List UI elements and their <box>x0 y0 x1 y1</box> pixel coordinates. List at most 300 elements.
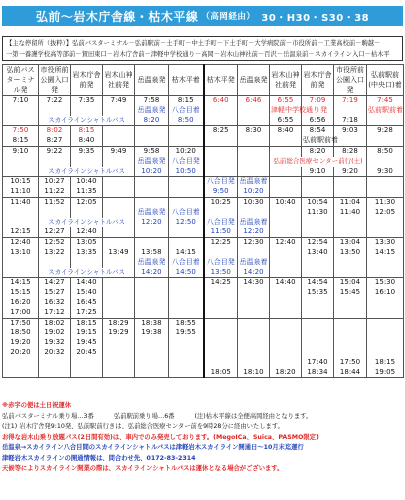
up-time-cell <box>270 177 302 187</box>
up-time-cell <box>270 218 302 228</box>
down-time-cell: 13:22 <box>39 248 71 258</box>
down-time-cell: 10:27 <box>39 177 71 187</box>
up-time-cell: 18:20 <box>270 368 302 378</box>
stops-line-2: 一第一養護学校高等部前－賀田東口－岩木庁舎前－津軽中学校通り－高岡－岩木山神社前－百沢－岳温泉前－スカイライン入口－枯木平 <box>6 51 390 58</box>
down-time-cell <box>135 126 169 136</box>
up-time-cell <box>204 348 238 358</box>
down-time-cell: 9:22 <box>39 146 71 156</box>
down-time-cell: 9:49 <box>103 146 135 156</box>
up-time-cell <box>367 136 404 146</box>
down-time-cell <box>103 197 135 207</box>
down-time-cell: 17:12 <box>39 308 71 318</box>
up-time-cell <box>334 308 367 318</box>
header-up-1: 岳温泉発 <box>238 65 270 96</box>
down-time-cell: 19:45 <box>71 338 103 348</box>
up-time-cell <box>270 328 302 338</box>
up-time-cell <box>367 338 404 348</box>
down-time-cell: 9:35 <box>71 146 103 156</box>
up-time-cell <box>367 348 404 358</box>
down-time-cell <box>169 308 204 318</box>
table-row <box>3 238 404 248</box>
down-time-cell <box>169 126 204 136</box>
down-time-cell: 8:15 <box>71 126 103 136</box>
up-time-cell <box>270 308 302 318</box>
down-time-cell <box>103 258 135 268</box>
down-time-cell <box>135 298 169 308</box>
down-time-cell: 13:35 <box>71 248 103 258</box>
up-time-cell: 12:20 <box>238 227 270 237</box>
down-time-cell: 7:10 <box>3 96 39 106</box>
up-time-cell: 9:28 <box>367 126 404 136</box>
up-time-cell: 8:30 <box>238 126 270 136</box>
up-time-cell: 岳温泉着 <box>239 177 268 186</box>
up-time-cell: 12:30 <box>238 238 270 248</box>
header-up-5: 弘前駅前(中央口)着 <box>367 65 404 96</box>
down-time-cell: 8:20 <box>135 116 169 126</box>
header-down-2: 岩木庁舎前発 <box>71 65 103 96</box>
table-row <box>3 368 404 378</box>
down-time-cell: 13:58 <box>135 248 169 258</box>
up-time-cell: 弘前駅前着 <box>368 105 403 114</box>
up-time-cell <box>238 288 270 298</box>
boarding-station: 弘前駅前乗り場…6番 <box>113 412 175 420</box>
down-time-cell: 11:52 <box>39 197 71 207</box>
up-time-cell: 10:30 <box>238 197 270 207</box>
up-time-cell: 6:55 <box>270 96 302 106</box>
up-time-cell <box>270 258 302 268</box>
up-time-cell: 12:40 <box>270 238 302 248</box>
down-time-cell: 11:40 <box>3 197 39 207</box>
down-time-cell: 7:49 <box>103 96 135 106</box>
timetable <box>2 64 404 378</box>
down-time-cell: 8:40 <box>71 136 103 146</box>
table-row <box>3 328 404 338</box>
stops-line-1: 【主な停留所（抜粋）】弘前バスターミナル－弘前駅前－土手町－中土手町－下土手町－大学病院前－市役所前－工業高校前－駒越－ <box>6 40 381 47</box>
up-time-cell <box>204 146 238 156</box>
up-time-cell: 18:34 <box>302 368 334 378</box>
up-time-cell: 15:04 <box>334 278 367 288</box>
table-row <box>3 157 404 167</box>
down-time-cell: 八合目着 <box>169 106 204 116</box>
up-time-cell <box>367 177 404 187</box>
up-time-cell: 14:40 <box>270 278 302 288</box>
up-time-cell <box>334 268 367 278</box>
up-time-cell: 7:18 <box>334 116 367 126</box>
up-time-cell <box>204 358 238 368</box>
up-time-cell <box>302 298 334 308</box>
down-time-cell <box>135 238 169 248</box>
up-time-cell <box>367 298 404 308</box>
table-row <box>3 248 404 258</box>
down-time-cell: 16:32 <box>39 298 71 308</box>
table-row <box>3 177 404 187</box>
down-time-cell: 18:15 <box>71 318 103 328</box>
down-time-cell: 13:05 <box>71 238 103 248</box>
down-time-cell: 7:58 <box>135 96 169 106</box>
header-up-0: 枯木平発 <box>204 65 238 96</box>
up-time-cell <box>270 358 302 368</box>
table-row <box>3 96 404 106</box>
down-time-cell <box>71 157 103 167</box>
up-time-cell: 津軽中学校通り発 <box>271 105 327 114</box>
down-time-cell: 14:40 <box>71 278 103 288</box>
up-time-cell: 15:35 <box>302 288 334 298</box>
up-time-cell: 11:30 <box>302 208 334 218</box>
down-time-cell <box>103 238 135 248</box>
up-time-cell: 11:30 <box>367 197 404 207</box>
boarding-info <box>2 412 403 423</box>
up-time-cell <box>204 248 238 258</box>
up-time-cell: 16:10 <box>367 288 404 298</box>
up-time-cell: 八合目発 <box>204 258 238 268</box>
up-time-cell: 八合目発 <box>204 177 238 187</box>
up-time-cell <box>302 318 334 328</box>
boarding-terminal: 弘前バスターミナル乗り場…3番 <box>2 412 94 420</box>
up-time-cell <box>204 208 238 218</box>
up-time-cell <box>270 187 302 197</box>
down-time-cell <box>135 358 169 368</box>
down-time-cell <box>103 136 135 146</box>
up-time-cell <box>204 328 238 338</box>
up-time-cell <box>367 218 404 228</box>
up-time-cell <box>367 328 404 338</box>
table-row <box>3 308 404 318</box>
down-time-cell <box>169 177 204 187</box>
up-time-cell: 13:04 <box>334 238 367 248</box>
up-time-cell: 12:25 <box>204 238 238 248</box>
up-time-cell: 7:45 <box>367 96 404 106</box>
down-time-cell <box>135 338 169 348</box>
up-time-cell: 8:50 <box>367 146 404 156</box>
up-time-cell <box>238 328 270 338</box>
up-time-cell <box>238 167 270 177</box>
table-row <box>3 197 404 207</box>
down-time-cell <box>103 208 135 218</box>
down-time-cell: 19:55 <box>169 328 204 338</box>
down-time-cell: 10:15 <box>3 177 39 187</box>
up-time-cell: 18:15 <box>367 358 404 368</box>
up-time-cell <box>367 258 404 268</box>
timetable-header-row <box>3 65 404 96</box>
header-up-3: 岩木庁舎前発 <box>302 65 334 96</box>
up-time-cell <box>302 258 334 268</box>
down-time-cell: 19:02 <box>39 328 71 338</box>
up-time-cell <box>334 187 367 197</box>
down-time-cell: 14:27 <box>39 278 71 288</box>
down-time-cell <box>39 368 71 378</box>
down-time-cell <box>169 298 204 308</box>
down-time-cell: 10:20 <box>135 167 169 177</box>
red-service-note: ※赤字の便は土日祝運休 <box>2 402 72 409</box>
major-stops-box <box>2 36 403 61</box>
down-time-cell <box>169 136 204 146</box>
boarding-route-note: (注)枯木平線は全便高岡経由となります。 <box>194 412 313 420</box>
down-time-cell: 10:40 <box>71 177 103 187</box>
down-note-cell: スカイラインシャトルバス <box>39 116 135 126</box>
down-time-cell <box>103 348 135 358</box>
up-time-cell <box>238 308 270 318</box>
up-time-cell: 8:20 <box>302 146 334 156</box>
down-time-cell: 17:25 <box>71 308 103 318</box>
up-time-cell <box>367 318 404 328</box>
down-time-cell: 20:45 <box>71 348 103 358</box>
up-time-cell <box>302 338 334 348</box>
down-time-cell: 8:15 <box>169 96 204 106</box>
up-time-cell <box>334 298 367 308</box>
down-time-cell <box>169 187 204 197</box>
up-time-cell <box>204 298 238 308</box>
down-time-cell <box>39 157 71 167</box>
note-1: (注1) 岩木庁舎発9:10発、弘前駅前行きは、弘前総合医療センター前を9時28分に経由いたします。 <box>2 423 284 430</box>
down-time-cell <box>103 288 135 298</box>
up-time-cell: 18:44 <box>334 368 367 378</box>
down-note-cell: スカイラインシャトルバス <box>39 167 135 177</box>
up-time-cell: 15:45 <box>334 288 367 298</box>
down-time-cell <box>3 368 39 378</box>
up-time-cell: 8:54 <box>302 126 334 136</box>
up-time-cell: 9:30 <box>367 167 404 177</box>
table-row <box>3 288 404 298</box>
up-time-cell <box>238 338 270 348</box>
up-time-cell <box>334 177 367 187</box>
down-time-cell: 14:20 <box>135 268 169 278</box>
up-time-cell <box>204 136 238 146</box>
down-time-cell: 11:10 <box>3 187 39 197</box>
down-time-cell <box>39 258 71 268</box>
down-time-cell: 16:45 <box>71 298 103 308</box>
down-time-cell <box>3 218 39 228</box>
table-row <box>3 106 404 116</box>
down-time-cell <box>169 368 204 378</box>
down-time-cell <box>169 338 204 348</box>
up-time-cell: 9:20 <box>334 167 367 177</box>
down-time-cell <box>103 278 135 288</box>
down-time-cell <box>39 106 71 116</box>
up-time-cell: 岳温泉着 <box>239 257 268 266</box>
table-row <box>3 187 404 197</box>
table-row <box>3 136 404 146</box>
up-time-cell <box>302 268 334 278</box>
down-time-cell: 10:50 <box>169 167 204 177</box>
up-time-cell <box>302 177 334 187</box>
up-note-cell: 弘前総合医療センター前行(土) <box>270 157 367 167</box>
up-time-cell: 9:10 <box>302 167 334 177</box>
down-time-cell <box>3 268 39 278</box>
down-time-cell: 19:29 <box>103 328 135 338</box>
down-time-cell: 7:50 <box>3 126 39 136</box>
notes-section <box>2 401 403 475</box>
down-time-cell <box>135 187 169 197</box>
up-time-cell: 八合目発 <box>204 218 238 228</box>
down-time-cell <box>71 258 103 268</box>
table-row <box>3 278 404 288</box>
table-row <box>3 167 404 177</box>
down-time-cell: 18:50 <box>3 328 39 338</box>
down-time-cell: 10:20 <box>169 146 204 156</box>
note-contact: 津軽岩木スカイラインの開通情報は、問合わせ先、0172-83-2314 <box>2 454 196 462</box>
up-time-cell <box>270 268 302 278</box>
route-codes: 30・H30・S30・38 <box>261 12 370 24</box>
up-time-cell <box>238 298 270 308</box>
up-time-cell <box>238 358 270 368</box>
down-time-cell <box>3 167 39 177</box>
down-time-cell <box>169 278 204 288</box>
down-time-cell <box>135 177 169 187</box>
up-time-cell <box>204 157 238 167</box>
down-time-cell <box>135 348 169 358</box>
down-time-cell: 八合目着 <box>169 208 204 218</box>
down-time-cell <box>3 258 39 268</box>
down-time-cell <box>71 106 103 116</box>
up-time-cell: 11:50 <box>204 227 238 237</box>
down-time-cell: 15:15 <box>3 288 39 298</box>
down-time-cell: 8:02 <box>39 126 71 136</box>
down-time-cell <box>135 278 169 288</box>
up-time-cell: 7:19 <box>334 96 367 106</box>
up-time-cell <box>238 318 270 328</box>
down-time-cell: 19:20 <box>3 338 39 348</box>
up-time-cell <box>270 208 302 218</box>
up-time-cell <box>204 288 238 298</box>
up-time-cell <box>204 167 238 177</box>
down-time-cell: 19:32 <box>39 338 71 348</box>
table-row <box>3 208 404 218</box>
down-time-cell: 12:40 <box>3 238 39 248</box>
down-time-cell <box>169 238 204 248</box>
down-note-cell: スカイラインシャトルバス <box>39 268 135 278</box>
up-time-cell <box>270 227 302 237</box>
up-time-cell <box>334 258 367 268</box>
down-time-cell: 12:15 <box>3 227 39 237</box>
up-time-cell: 9:03 <box>334 126 367 136</box>
down-time-cell <box>3 116 39 126</box>
down-time-cell: 12:20 <box>135 218 169 228</box>
table-row <box>3 348 404 358</box>
down-time-cell <box>103 157 135 167</box>
up-time-cell: 9:50 <box>204 187 238 197</box>
up-time-cell <box>204 106 238 116</box>
up-time-cell <box>204 318 238 328</box>
down-time-cell: 岳温泉発 <box>135 258 169 268</box>
up-time-cell <box>302 308 334 318</box>
down-time-cell <box>103 106 135 116</box>
down-time-cell <box>103 227 135 237</box>
down-time-cell: 14:15 <box>3 278 39 288</box>
up-time-cell: 8:28 <box>334 146 367 156</box>
up-time-cell <box>302 218 334 228</box>
up-time-cell: 17:50 <box>334 358 367 368</box>
up-time-cell: 18:05 <box>204 368 238 378</box>
up-time-cell: 14:25 <box>204 278 238 288</box>
down-time-cell <box>135 227 169 237</box>
down-time-cell: 19:15 <box>71 328 103 338</box>
up-time-cell <box>367 187 404 197</box>
down-time-cell <box>169 197 204 207</box>
up-time-cell: 18:10 <box>238 368 270 378</box>
up-time-cell: 11:04 <box>334 197 367 207</box>
header-down-0: 弘前バスターミナル発 <box>3 65 39 96</box>
header-down-3: 岩木山神社前発 <box>103 65 135 96</box>
route-title: 弘前～岩木庁舎線・枯木平線 <box>35 9 199 24</box>
down-time-cell <box>71 208 103 218</box>
down-time-cell <box>3 157 39 167</box>
up-time-cell <box>238 348 270 358</box>
route-via: （高岡経由） <box>201 12 256 22</box>
note-shuttle: 岳温泉→スカイライン八合目間のスカイラインシャトルバスは津軽岩木スカイライン開通日～10月末迄運行 <box>2 444 304 451</box>
down-time-cell: 岳温泉発 <box>135 157 169 167</box>
table-row <box>3 227 404 237</box>
up-time-cell <box>367 157 404 167</box>
up-time-cell: 12:54 <box>302 238 334 248</box>
down-time-cell: 岳温泉発 <box>135 208 169 218</box>
up-time-cell <box>270 136 302 146</box>
up-time-cell <box>238 208 270 218</box>
down-time-cell <box>103 358 135 368</box>
down-time-cell <box>135 136 169 146</box>
up-time-cell <box>367 227 404 237</box>
up-time-cell <box>270 298 302 308</box>
up-time-cell: 10:20 <box>238 187 270 197</box>
down-time-cell: 12:40 <box>71 227 103 237</box>
header-down-4: 岳温泉発 <box>135 65 169 96</box>
down-time-cell: 8:50 <box>169 116 204 126</box>
table-row <box>3 358 404 368</box>
up-time-cell <box>238 248 270 258</box>
down-time-cell: 20:32 <box>39 348 71 358</box>
down-time-cell: 岳温泉発 <box>135 106 169 116</box>
down-time-cell <box>169 288 204 298</box>
up-time-cell <box>367 116 404 126</box>
up-time-cell: 弘前駅前着 <box>302 136 334 146</box>
up-time-cell: 14:20 <box>238 268 270 278</box>
down-time-cell: 15:27 <box>39 288 71 298</box>
down-time-cell: 13:49 <box>103 248 135 258</box>
down-time-cell: 18:29 <box>103 318 135 328</box>
up-time-cell <box>334 106 367 116</box>
up-time-cell <box>204 308 238 318</box>
up-time-cell <box>334 227 367 237</box>
up-time-cell: 14:15 <box>367 248 404 258</box>
down-time-cell <box>103 298 135 308</box>
up-time-cell <box>204 338 238 348</box>
up-time-cell: 10:40 <box>270 197 302 207</box>
down-time-cell: 18:38 <box>135 318 169 328</box>
down-time-cell: 18:55 <box>169 318 204 328</box>
up-time-cell: 8:40 <box>270 126 302 136</box>
down-time-cell <box>3 358 39 368</box>
down-time-cell <box>3 106 39 116</box>
table-row <box>3 298 404 308</box>
down-time-cell <box>71 358 103 368</box>
up-time-cell <box>238 157 270 167</box>
down-time-cell: 13:10 <box>3 248 39 258</box>
down-time-cell <box>103 338 135 348</box>
up-time-cell: 14:54 <box>302 278 334 288</box>
route-title-banner <box>2 6 403 26</box>
down-time-cell <box>103 177 135 187</box>
table-row <box>3 268 404 278</box>
down-time-cell: 14:15 <box>169 248 204 258</box>
down-time-cell <box>135 308 169 318</box>
note-pass: お得な岩木山乗り放題パス(2日間有効)は、車内でのみ発売しております。(MegoICa、Suica、PASMO限定) <box>2 433 319 441</box>
down-time-cell <box>39 358 71 368</box>
header-up-2: 岩木山神社前発 <box>270 65 302 96</box>
up-time-cell <box>204 116 238 126</box>
up-time-cell: 11:40 <box>334 208 367 218</box>
down-time-cell <box>103 126 135 136</box>
down-time-cell: 8:27 <box>39 136 71 146</box>
up-time-cell: 15:30 <box>367 278 404 288</box>
